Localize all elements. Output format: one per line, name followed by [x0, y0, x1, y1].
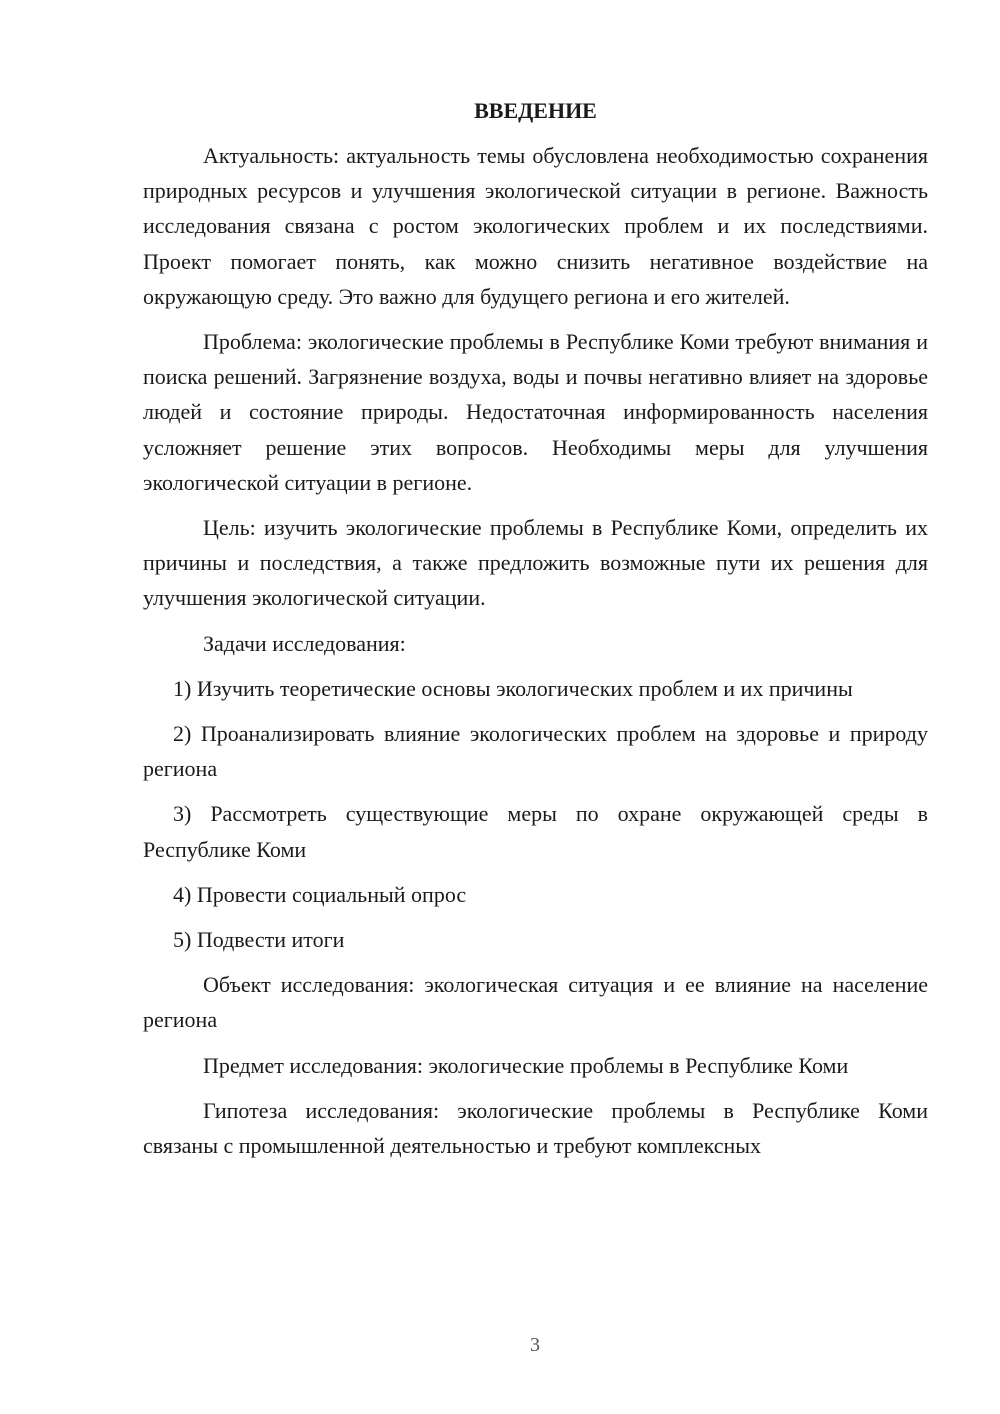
task-item-1: 1) Изучить теоретические основы экологических проблем и их причины — [173, 675, 853, 701]
page-number: 3 — [530, 1334, 540, 1356]
task-item-3: 3) Рассмотреть существующие меры по охране окружающей среды в Республике Коми — [143, 801, 928, 862]
paragraph-hypothesis: Гипотеза исследования: экологические проблемы в Республике Коми связаны с промышленной деятельностью и требуют комплексных — [143, 1097, 928, 1159]
task-item-4: 4) Провести социальный опрос — [173, 881, 467, 907]
paragraph-subject: Предмет исследования: экологические проблемы в Республике Коми — [203, 1052, 849, 1078]
paragraph-goal: Цель: изучить экологические проблемы в Республике Коми, определить их причины и последствия, а также предложить возможные пути их решения для улучшения экологической ситуации. — [143, 515, 928, 611]
page-content — [143, 96, 928, 1173]
section-title: ВВЕДЕНИЕ — [474, 98, 597, 123]
paragraph-object: Объект исследования: экологическая ситуация и ее влияние на население региона — [143, 972, 928, 1033]
paragraph-problem: Проблема: экологические проблемы в Республике Коми требуют внимания и поиска решений. Загрязнение воздуха, воды и почвы негативно влияет на здоровье людей и состояние природы. Недостаточная информированность населения усложняет решение этих вопросов. Необходимы меры для улучшения экологической ситуации в регионе. — [143, 329, 928, 495]
paragraph-tasks-heading: Задачи исследования: — [203, 630, 406, 656]
task-item-5: 5) Подвести итоги — [173, 927, 345, 953]
task-item-2: 2) Проанализировать влияние экологических проблем на здоровье и природу региона — [143, 721, 928, 782]
paragraph-relevance: Актуальность: актуальность темы обусловлена необходимостью сохранения природных ресурсов и улучшения экологической ситуации в регионе. Важность исследования связана с ростом экологических проблем и их последствиями. Проект помогает понять, как можно снизить негативное воздействие на окружающую среду. Это важно для будущего региона и его жителей. — [143, 143, 928, 309]
